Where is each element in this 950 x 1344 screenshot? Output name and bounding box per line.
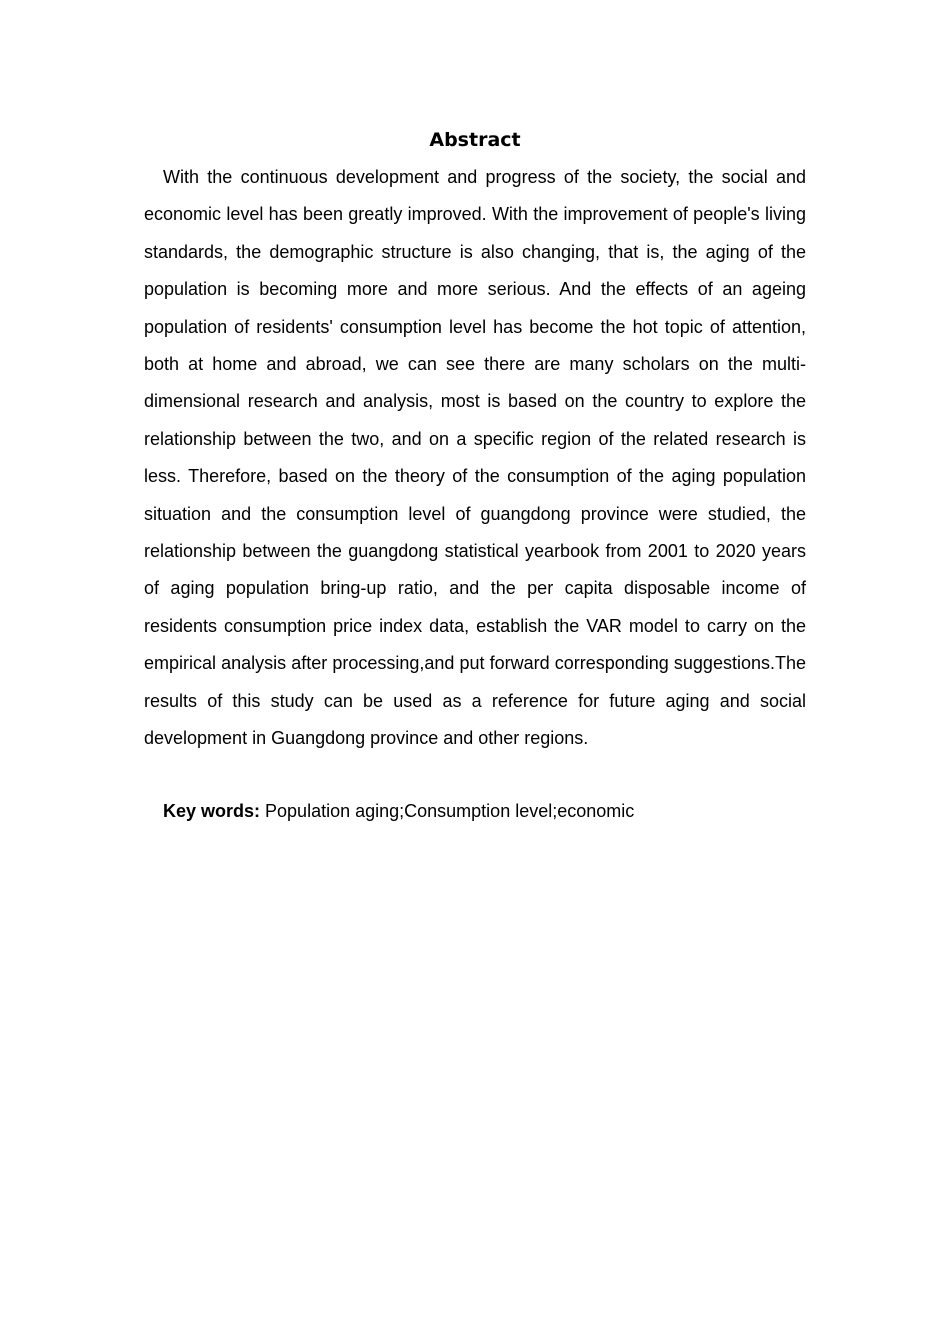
keywords-label: Key words: <box>163 801 261 821</box>
abstract-title: Abstract <box>429 129 521 151</box>
abstract-paragraph: With the continuous development and progress of the society, the social and economic level has been greatly improved. With the improvement of people's living standards, the demographic structure is also changing, that is, the aging of the population is becoming more and more serious. And the effects of an ageing population of residents' consumption level has become the hot topic of attention, both at home and abroad, we can see there are many scholars on the multi-dimensional research and analysis, most is based on the country to explore the relationship between the two, and on a specific region of the related research is less. Therefore, based on the theory of the consumption of the aging population situation and the consumption level of guangdong province were studied, the relationship between the guangdong statistical yearbook from 2001 to 2020 years of aging population bring-up ratio, and the per capita disposable income of residents consumption price index data, establish the VAR model to carry on the empirical analysis after processing,and put forward corresponding suggestions.The results of this study can be used as a reference for future aging and social development in Guangdong province and other regions. <box>144 167 806 749</box>
keywords-value: Population aging;Consumption level;economic <box>260 801 635 821</box>
keywords-line <box>163 797 806 825</box>
